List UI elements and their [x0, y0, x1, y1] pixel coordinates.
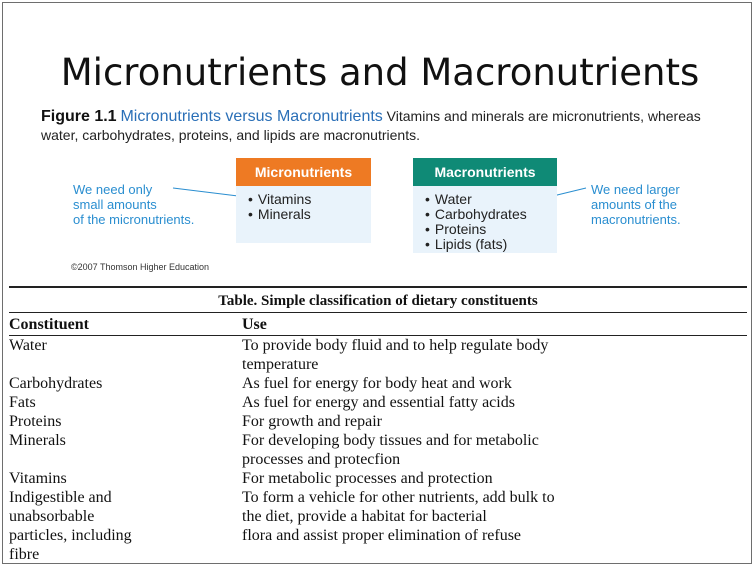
- use-cell: [242, 336, 747, 374]
- micro-note: [73, 182, 194, 227]
- micronutrient-item: • Vitamins: [248, 192, 371, 207]
- use-line: For metabolic processes and protection: [242, 470, 493, 487]
- table-row: [9, 431, 747, 469]
- constituent-cell: [9, 374, 242, 393]
- use-line: As fuel for energy and essential fatty acids: [242, 394, 515, 411]
- constituent-cell: [9, 412, 242, 431]
- use-line: As fuel for energy for body heat and work: [242, 375, 512, 392]
- micronutrients-header: Micronutrients: [236, 158, 371, 186]
- macronutrient-item: • Water: [425, 192, 557, 207]
- table-row: [9, 393, 747, 412]
- header-constituent: Constituent: [9, 316, 90, 333]
- table-row: [9, 374, 747, 393]
- constituent-cell: [9, 469, 242, 488]
- use-cell: [242, 412, 747, 431]
- macronutrient-item: • Proteins: [425, 222, 557, 237]
- table-row: [9, 336, 747, 374]
- use-line: For growth and repair: [242, 413, 382, 430]
- constituent-cell: [9, 393, 242, 412]
- macro-note-line: amounts of the: [591, 197, 677, 212]
- constituent-line: Indigestible and: [9, 489, 112, 506]
- constituent-line: Vitamins: [9, 470, 67, 487]
- figure-heading: [41, 107, 731, 144]
- table-row: [9, 469, 747, 488]
- use-cell: [242, 393, 747, 412]
- constituent-cell: [9, 431, 242, 469]
- use-line: temperature: [242, 356, 319, 373]
- table-body: [9, 336, 747, 564]
- micro-note-line: We need only: [73, 182, 153, 197]
- use-cell: [242, 469, 747, 488]
- callout-line-right: [553, 188, 586, 196]
- micro-note-line: of the micronutrients.: [73, 212, 195, 227]
- constituent-line: Proteins: [9, 413, 62, 430]
- macro-note: [591, 182, 681, 227]
- header-use: Use: [242, 316, 267, 333]
- micro-note-line: small amounts: [73, 197, 157, 212]
- dietary-table: [9, 286, 747, 564]
- micronutrient-item: • Minerals: [248, 207, 371, 222]
- constituent-line: fibre: [9, 546, 40, 563]
- slide: [2, 2, 752, 564]
- use-line: To form a vehicle for other nutrients, add bulk to: [242, 489, 555, 506]
- constituent-line: Water: [9, 337, 47, 354]
- figure-caption: Vitamins and minerals are micronutrients, whereas water, carbohydrates, proteins, and lipids are macronutrients.: [41, 108, 701, 143]
- macro-note-line: macronutrients.: [591, 212, 681, 227]
- table-row: [9, 488, 747, 564]
- constituent-line: Fats: [9, 394, 36, 411]
- use-cell: [242, 374, 747, 393]
- constituent-line: unabsorbable: [9, 508, 95, 525]
- copyright: ©2007 Thomson Higher Education: [71, 262, 210, 272]
- macronutrients-box: [413, 158, 557, 253]
- table-row: [9, 412, 747, 431]
- macronutrients-header: Macronutrients: [413, 158, 557, 186]
- figure-title: Micronutrients versus Macronutrients: [120, 108, 383, 125]
- use-line: For developing body tissues and for metabolic: [242, 432, 539, 449]
- use-line: the diet, provide a habitat for bacterial: [242, 508, 487, 525]
- figure-number: Figure 1.1: [41, 108, 117, 125]
- macronutrient-item: • Lipids (fats): [425, 237, 557, 252]
- use-line: flora and assist proper elimination of refuse: [242, 527, 522, 544]
- constituent-cell: [9, 488, 242, 564]
- constituent-line: Carbohydrates: [9, 375, 103, 392]
- use-cell: [242, 431, 747, 469]
- macronutrient-item: • Carbohydrates: [425, 207, 557, 222]
- macro-note-line: We need larger: [591, 182, 680, 197]
- use-line: To provide body fluid and to help regulate body: [242, 337, 549, 354]
- table-header-row: [9, 313, 747, 335]
- use-line: processes and protecfion: [242, 451, 401, 468]
- constituent-line: particles, including: [9, 527, 132, 544]
- micronutrients-box: [236, 158, 371, 243]
- slide-title: Micronutrients and Macronutrients: [60, 51, 700, 94]
- constituent-cell: [9, 336, 242, 374]
- table-caption: Table. Simple classification of dietary constituents: [218, 293, 538, 309]
- constituent-line: Minerals: [9, 432, 66, 449]
- use-cell: [242, 488, 747, 564]
